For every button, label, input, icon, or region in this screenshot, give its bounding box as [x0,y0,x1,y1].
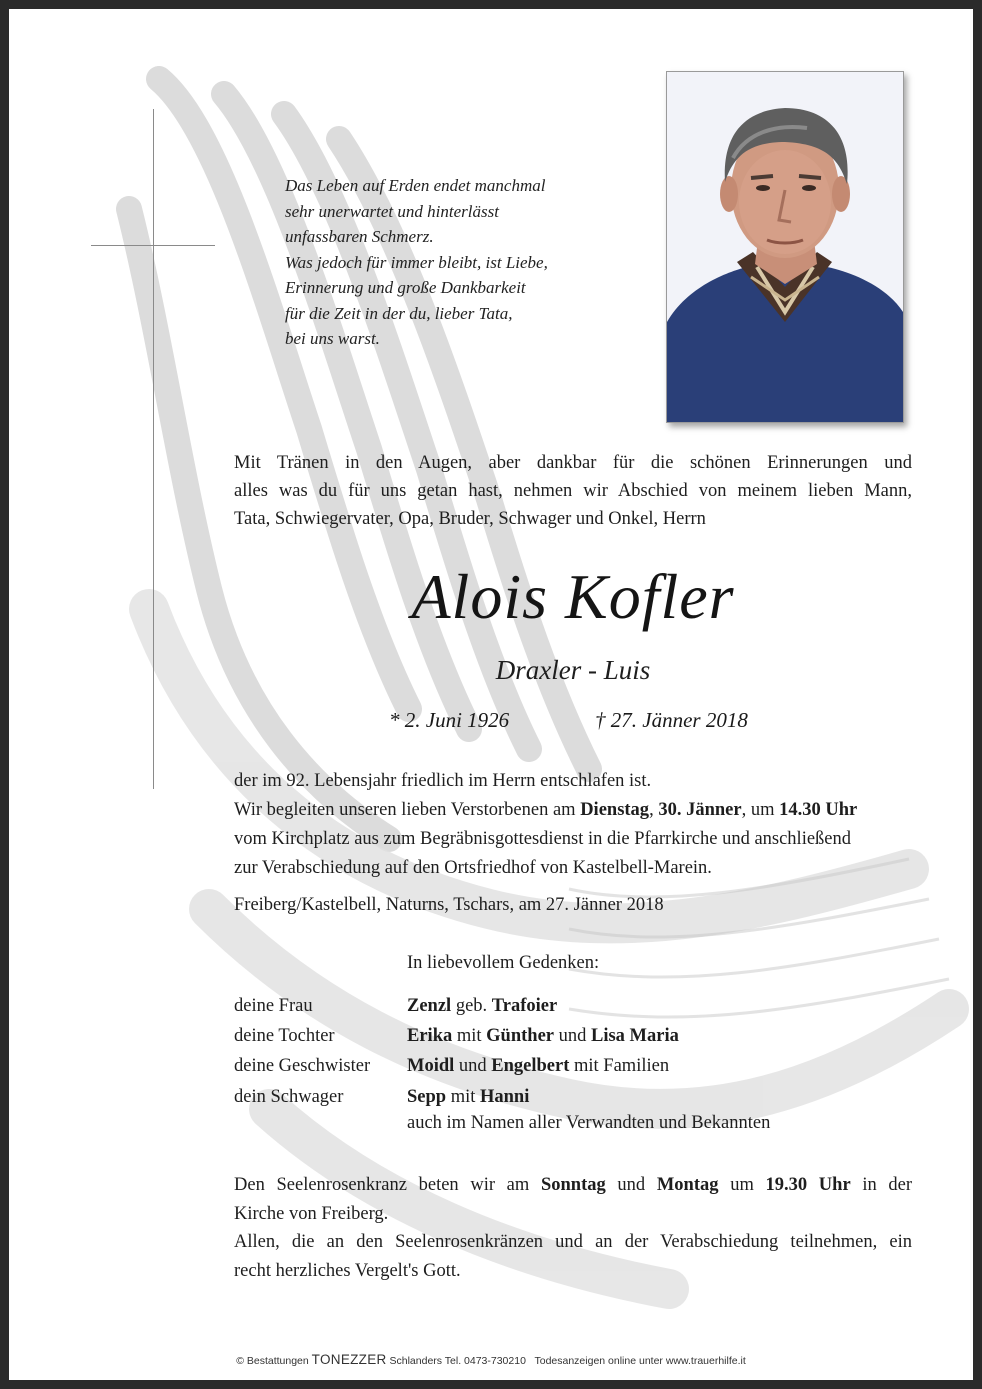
deceased-name: Alois Kofler [411,561,735,632]
mourner-geb: geb. [455,996,488,1016]
mourner-connector: mit [456,1026,482,1046]
mourner-row-relatives [234,1108,934,1138]
mourner-suffix: mit Familien [574,1056,670,1076]
rosary-line-1 [234,1171,912,1200]
rosary-post: in der [862,1175,913,1195]
mourner-name: Zenzl [407,996,452,1016]
rosary-line-2: Kirche von Freiberg. [234,1204,389,1224]
mourner-names [407,1021,679,1051]
thanks-line-2: recht herzliches Vergelt's Gott. [234,1261,461,1281]
rosary-day: Sonntag [540,1175,606,1195]
mourner-connector: und [458,1056,487,1076]
mourner-connector: mit [450,1087,476,1107]
mourner-row-siblings [234,1051,934,1081]
mourner-row-wife [234,991,934,1021]
intro-line: Tata, Schwiegervater, Opa, Bruder, Schwager und Onkel, Herrn [234,509,706,529]
rosary-connector: um [730,1175,754,1195]
rosary-time: 19.30 Uhr [765,1175,851,1195]
mourner-maiden-name: Trafoier [491,996,558,1016]
funeral-date: 30. Jänner [658,800,742,820]
deceased-nickname: Draxler - Luis [495,655,651,685]
mourner-name: Hanni [480,1087,530,1107]
funeral-pre: Wir begleiten unseren lieben Verstorbenen am [234,800,576,820]
intro-line: alles was du für uns getan hast, nehmen wir Abschied von meinem lieben Mann, [234,481,912,501]
poem-line: bei uns warst. [285,329,380,348]
footer-city: Schlanders [389,1355,443,1367]
funeral-day: Dienstag [580,800,650,820]
funeral-um: um [750,800,775,820]
footer-brand: TONEZZER [311,1352,387,1367]
rosary-connector: und [617,1175,646,1195]
intro-line: Mit Tränen in den Augen, aber dankbar für die schönen Erinnerungen und [234,453,912,473]
thanks-block [234,1228,912,1286]
poem-line: Was jedoch für immer bleibt, ist Liebe, [285,252,548,272]
mourners-heading: In liebevollem Gedenken: [407,953,600,973]
funeral-line-1: Wir begleiten unseren lieben Verstorbenen am Dienstag, 30. Jänner, um 14.30 Uhr [234,800,858,820]
intro-paragraph [234,449,912,533]
birth-date: * 2. Juni 1926 [389,708,510,732]
portrait-illustration [667,72,903,422]
funeral-line-2: vom Kirchplatz aus zum Begräbnisgottesdienst in die Pfarrkirche und anschließend [234,829,852,849]
place-date-block [234,891,912,920]
thanks-line-1: Allen, die an den Seelenrosenkränzen und an der Verabschiedung teilnehmen, ein [234,1232,912,1252]
footer [9,1352,973,1367]
funeral-time: 14.30 Uhr [779,800,858,820]
cross-vertical-line [153,109,154,789]
poem-line: Erinnerung und große Dankbarkeit [285,278,526,297]
mourner-names [407,991,557,1021]
mourners-heading-block [407,949,807,978]
mourner-row-daughter [234,1021,934,1051]
poem-line: sehr unerwartet und hinterlässt [285,201,499,221]
place-date: Freiberg/Kastelbell, Naturns, Tschars, am 27. Jänner 2018 [234,895,664,915]
mourner-connector: und [558,1026,587,1046]
mourner-name: Erika [407,1026,453,1046]
passing-text: der im 92. Lebensjahr friedlich im Herrn entschlafen ist. [234,771,652,791]
mourner-name: Sepp [407,1087,447,1107]
poem-line: für die Zeit in der du, lieber Tata, [285,303,513,323]
passing-and-funeral [234,767,912,883]
mourner-role: deine Geschwister [234,1056,371,1076]
footer-copyright: © Bestattungen [236,1355,309,1367]
cross-horizontal-line [91,245,215,246]
footer-website[interactable]: Todesanzeigen online unter www.trauerhilfe.it [534,1355,746,1367]
mourner-name: Lisa Maria [591,1026,679,1046]
mourner-name: Moidl [407,1056,455,1076]
footer-phone: Tel. 0473-730210 [444,1355,526,1367]
mourner-name: Engelbert [491,1056,570,1076]
death-date: † 27. Jänner 2018 [595,708,748,732]
rosary-pre: Den Seelenrosenkranz beten wir am [234,1175,530,1195]
portrait-photo [666,71,904,423]
mourner-relatives: auch im Namen aller Verwandten und Bekannten [407,1113,771,1133]
rosary-block [234,1171,912,1229]
mourner-role: deine Frau [234,996,313,1016]
mourner-role: dein Schwager [234,1087,344,1107]
mourner-role: deine Tochter [234,1026,335,1046]
funeral-line-3: zur Verabschiedung auf den Ortsfriedhof von Kastelbell-Marein. [234,858,712,878]
poem [285,173,625,352]
poem-line: unfassbaren Schmerz. [285,227,434,246]
mourner-name: Günther [486,1026,554,1046]
poem-line: Das Leben auf Erden endet manchmal [285,176,546,195]
mourner-names [407,1051,669,1081]
rosary-day: Montag [656,1175,719,1195]
